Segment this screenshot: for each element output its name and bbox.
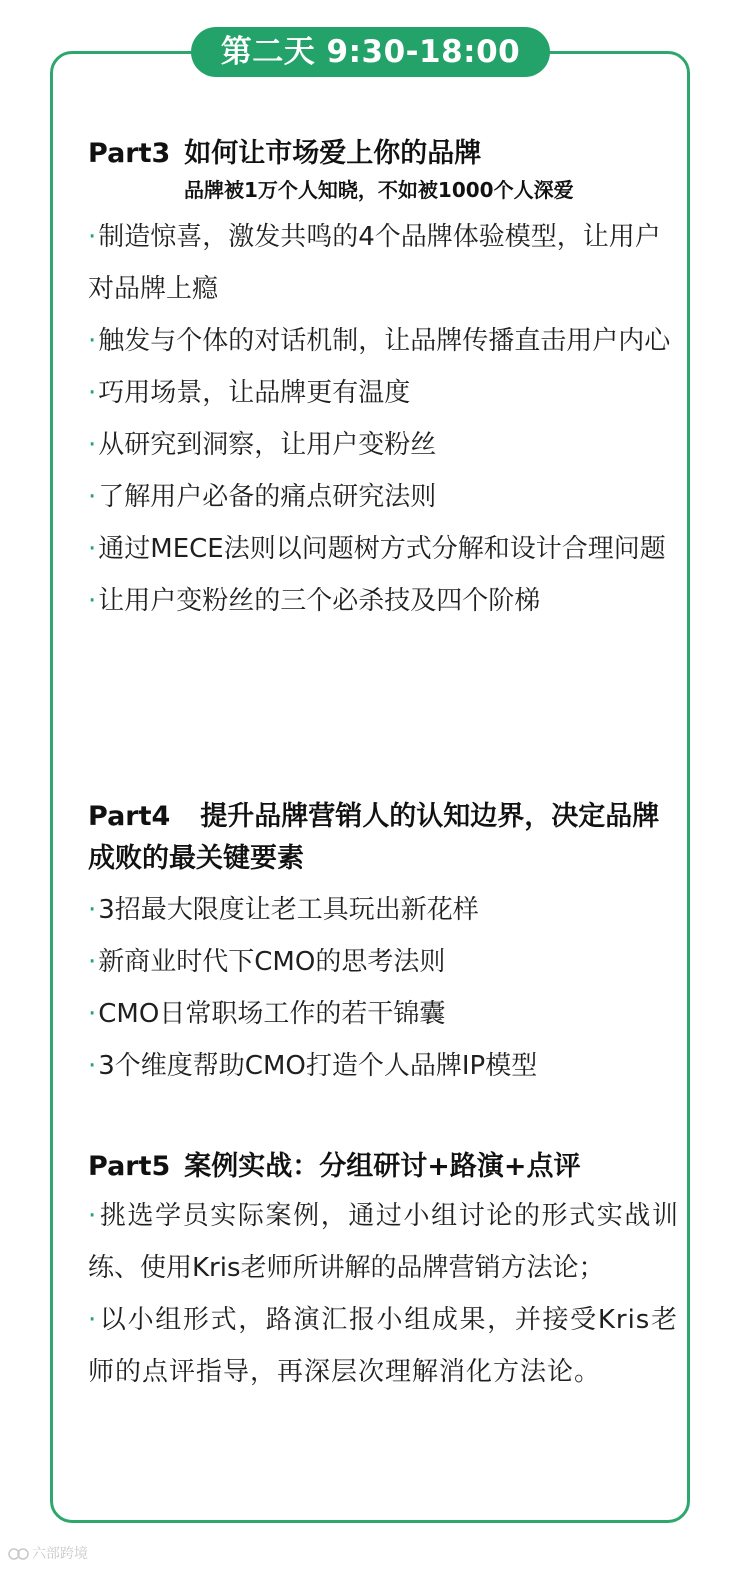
part3-heading [88,133,678,175]
part4-heading [88,796,678,880]
bullet-icon: · [88,586,97,616]
part5-list [88,1190,678,1398]
part4-title: 提升品牌营销人的认知边界，决定品牌成败的最关键要素 [88,801,660,874]
watermark [8,1543,88,1563]
list-item: ·3招最大限度让老工具玩出新花样 [88,895,479,925]
bullet-icon: · [88,1051,97,1081]
bullet-icon: · [88,1201,97,1231]
list-item: ·3个维度帮助CMO打造个人品牌IP模型 [88,1051,538,1081]
bullet-icon: · [88,326,97,356]
list-item: ·从研究到洞察，让用户变粉丝 [88,430,437,460]
bullet-icon: · [88,378,97,408]
part5-heading [88,1146,678,1188]
part4-list [88,884,678,1092]
list-item: ·新商业时代下CMO的思考法则 [88,947,446,977]
part5-section [88,1146,678,1398]
part5-title: 案例实战：分组研讨+路演+点评 [184,1151,581,1182]
bullet-icon: · [88,482,97,512]
bullet-icon: · [88,534,97,564]
part3-section [88,133,678,627]
part3-title: 如何让市场爱上你的品牌 [184,138,482,169]
bullet-icon: · [88,430,97,460]
day-schedule-header: 第二天 9:30-18:00 [191,27,550,77]
part3-list [88,211,678,627]
list-item: ·了解用户必备的痛点研究法则 [88,482,437,512]
bullet-icon: · [88,222,97,252]
bullet-icon: · [88,895,97,925]
watermark-text: 六部跨境 [32,1546,88,1562]
part5-label: Part5 [88,1151,171,1182]
bullet-icon: · [88,999,97,1029]
list-item: ·让用户变粉丝的三个必杀技及四个阶梯 [88,586,541,616]
bullet-icon: · [88,947,97,977]
list-item: ·通过MECE法则以问题树方式分解和设计合理问题 [88,534,666,564]
watermark-logo-icon [8,1547,30,1561]
part4-label: Part4 [88,801,171,832]
list-item: ·制造惊喜，激发共鸣的4个品牌体验模型，让用户对品牌上瘾 [88,222,661,304]
part3-subtitle: 品牌被1万个人知晓，不如被1000个人深爱 [184,178,574,202]
list-item: ·巧用场景，让品牌更有温度 [88,378,411,408]
part3-label: Part3 [88,138,171,169]
bullet-icon: · [88,1305,98,1335]
list-item: ·以小组形式，路演汇报小组成果，并接受Kris老师的点评指导，再深层次理解消化方法论。 [88,1305,678,1387]
part4-section [88,796,678,1092]
list-item: ·CMO日常职场工作的若干锦囊 [88,999,446,1029]
list-item: ·触发与个体的对话机制，让品牌传播直击用户内心 [88,326,671,356]
list-item: ·挑选学员实际案例，通过小组讨论的形式实战训练、使用Kris老师所讲解的品牌营销方法论； [88,1201,678,1283]
